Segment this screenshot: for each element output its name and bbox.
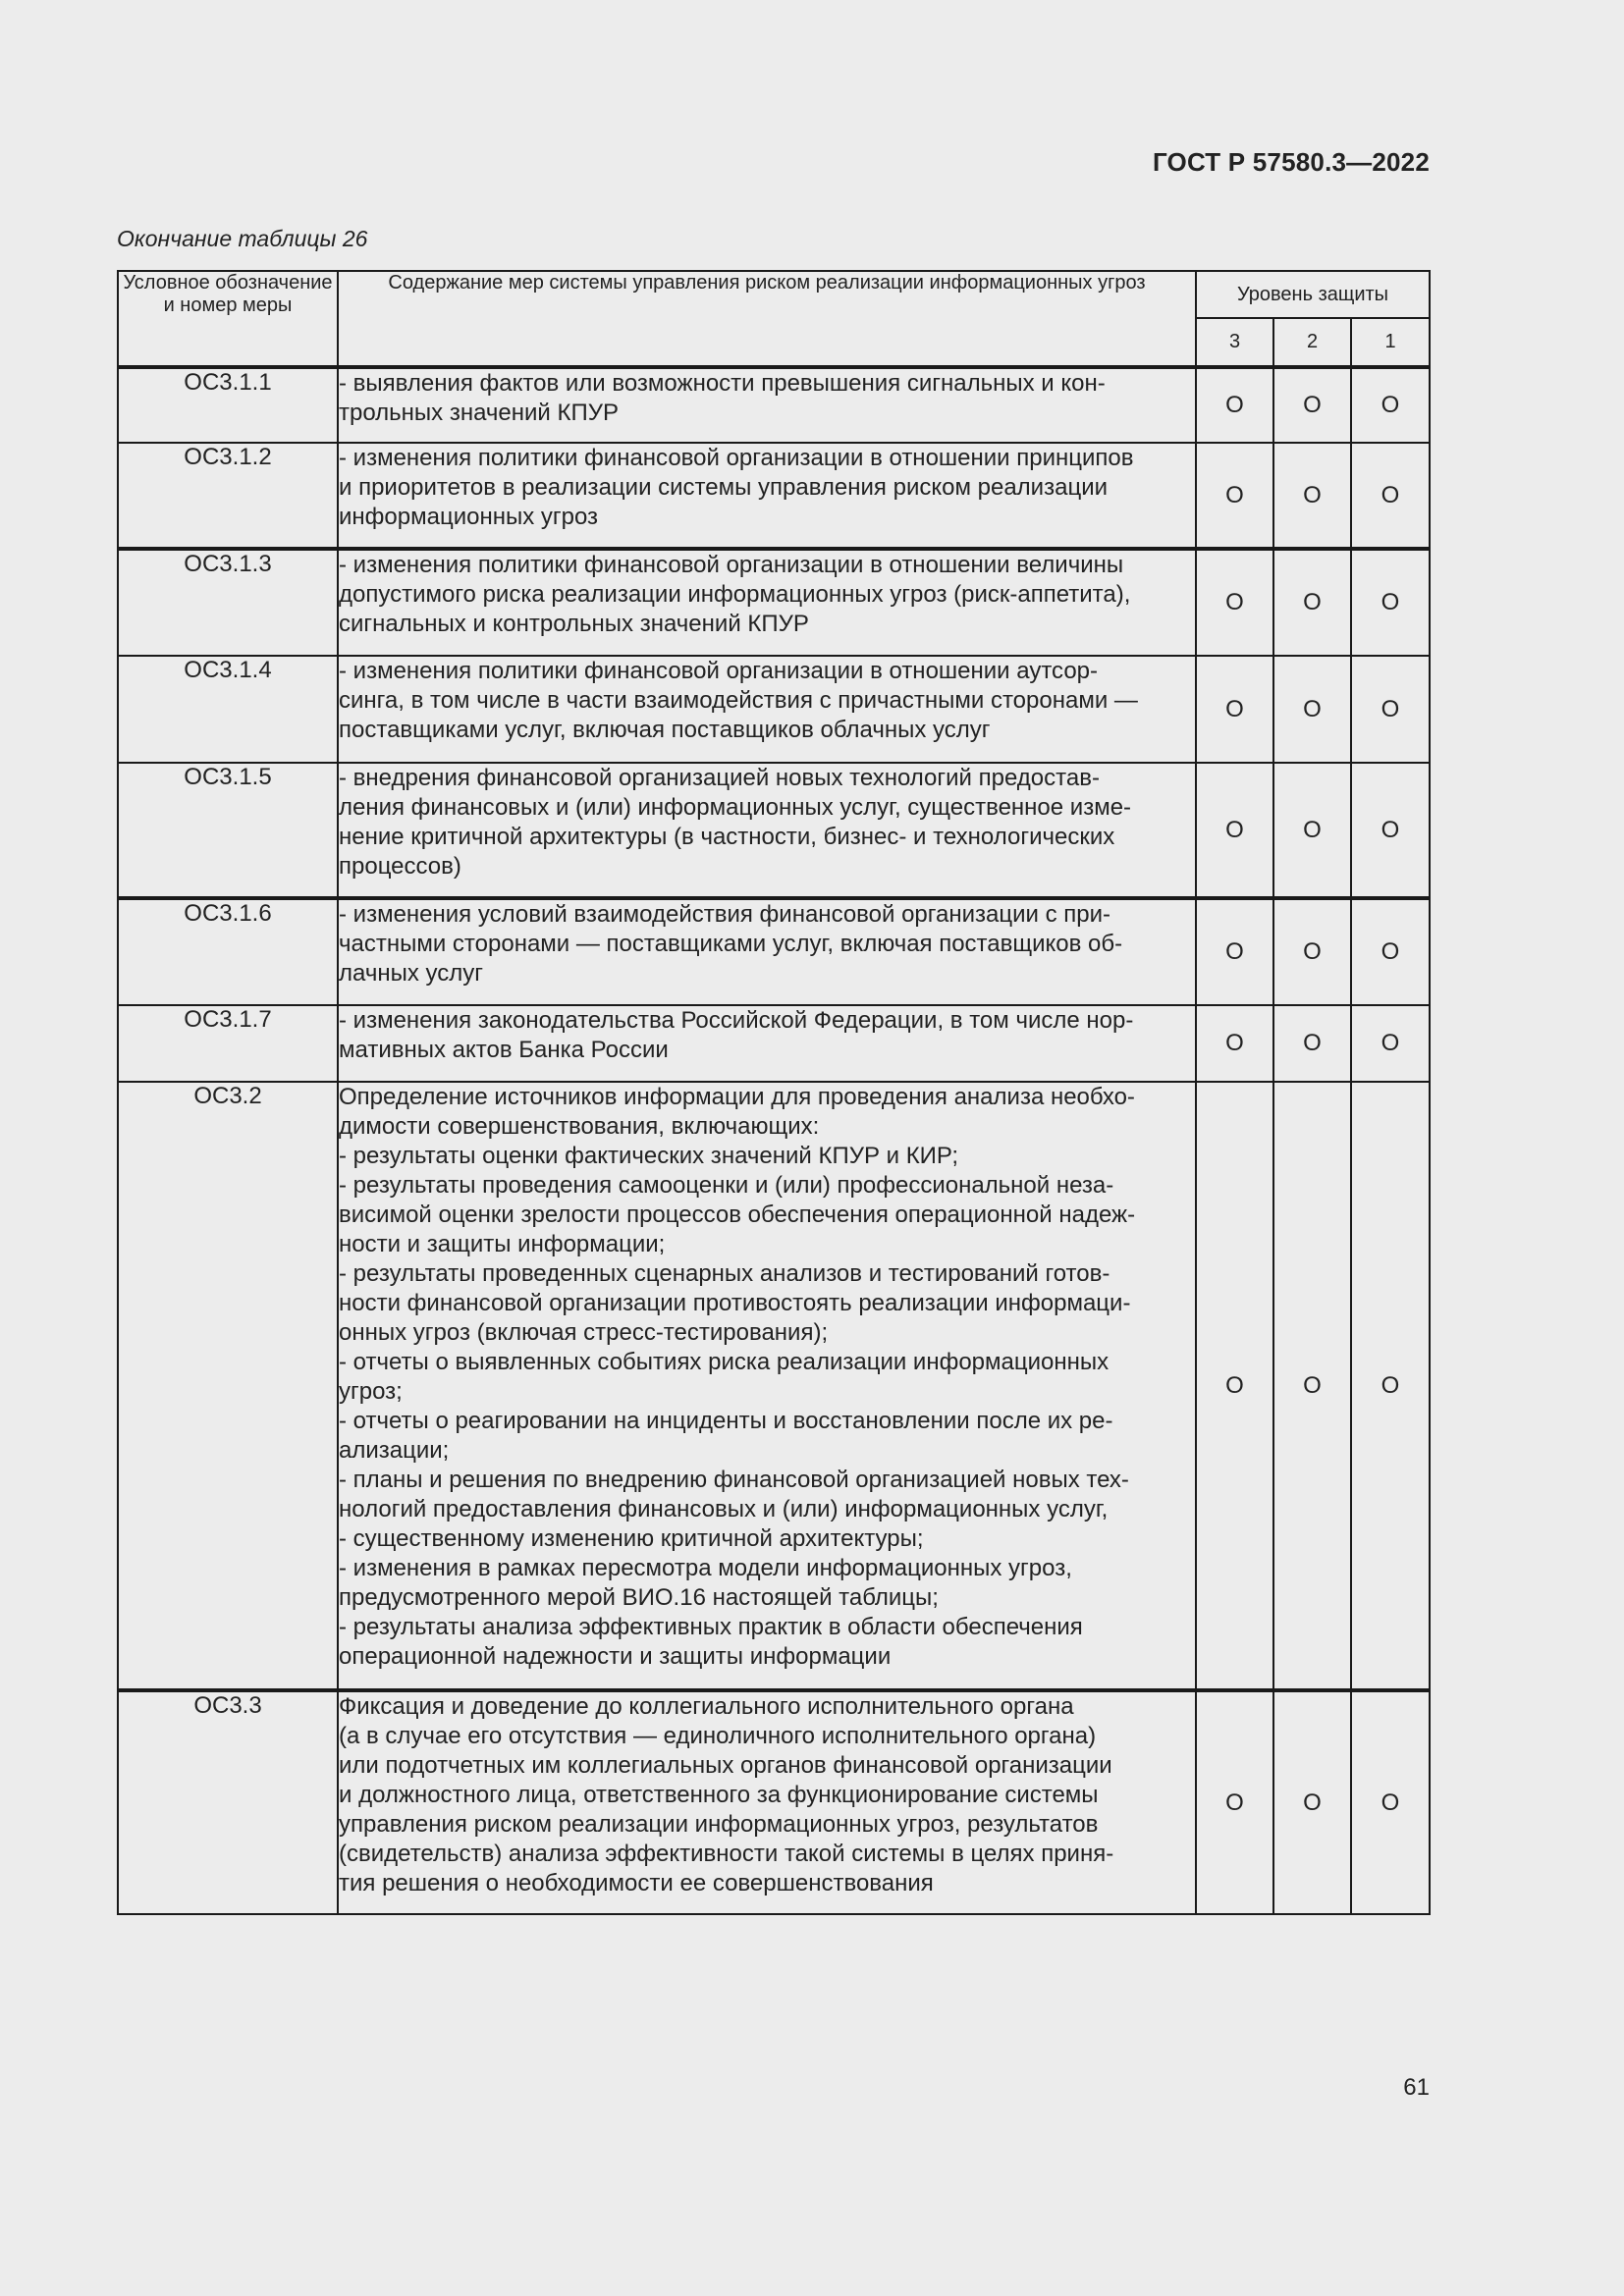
description-line: - планы и решения по внедрению финансовой организацией новых тех- [339, 1467, 1129, 1493]
level-3-mark: О [1196, 1082, 1273, 1690]
description-line: - изменения законодательства Российской Федерации, в том числе нор- [339, 1007, 1134, 1034]
description-line: поставщиками услуг, включая поставщиков облачных услуг [339, 717, 991, 743]
header-level-3: 3 [1196, 318, 1273, 367]
description-line: предусмотренного мерой ВИО.16 настоящей таблицы; [339, 1584, 939, 1611]
description-line: операционной надежности и защиты информации [339, 1643, 892, 1670]
description-line: - изменения политики финансовой организации в отношении принципов [339, 445, 1134, 471]
table-row [118, 763, 1430, 898]
description-line: ности и защиты информации; [339, 1231, 666, 1257]
description-line: и приоритетов в реализации системы управления риском реализации [339, 474, 1108, 501]
description-line: онных угроз (включая стресс-тестирования); [339, 1319, 829, 1346]
table-row [118, 367, 1430, 443]
description-line: - результаты проведения самооценки и (или) профессиональной неза- [339, 1172, 1114, 1199]
description-line: допустимого риска реализации информационных угроз (риск-аппетита), [339, 581, 1131, 608]
level-2-mark: О [1273, 1005, 1351, 1082]
description-line: и должностного лица, ответственного за функционирование системы [339, 1782, 1099, 1808]
level-1-mark: О [1351, 656, 1430, 763]
description-line: димости совершенствования, включающих: [339, 1113, 820, 1140]
description-line: лачных услуг [339, 960, 483, 987]
description-line: процессов) [339, 853, 461, 880]
level-2-mark: О [1273, 549, 1351, 656]
description-line: нологий предоставления финансовых и (или) информационных услуг, [339, 1496, 1109, 1522]
level-2-mark: О [1273, 443, 1351, 549]
measure-code: ОС3.1.5 [118, 763, 338, 898]
level-2-mark: О [1273, 656, 1351, 763]
measure-description [338, 763, 1196, 898]
level-3-mark: О [1196, 367, 1273, 443]
description-line: нение критичной архитектуры (в частности, бизнес- и технологических [339, 824, 1115, 850]
level-3-mark: О [1196, 763, 1273, 898]
header-level-2: 2 [1273, 318, 1351, 367]
measure-code: ОС3.1.6 [118, 898, 338, 1005]
measure-description [338, 898, 1196, 1005]
description-line: - результаты оценки фактических значений КПУР и КИР; [339, 1143, 959, 1169]
description-line: - внедрения финансовой организацией новых технологий предостав- [339, 765, 1100, 791]
table-row [118, 898, 1430, 1005]
description-line: висимой оценки зрелости процессов обеспечения операционной надеж- [339, 1201, 1136, 1228]
level-1-mark: О [1351, 367, 1430, 443]
level-1-mark: О [1351, 763, 1430, 898]
description-line: сигнальных и контрольных значений КПУР [339, 611, 809, 637]
measure-description [338, 1005, 1196, 1082]
page-number: 61 [1403, 2074, 1430, 2101]
measure-code: ОС3.1.3 [118, 549, 338, 656]
table-caption: Окончание таблицы 26 [117, 226, 368, 251]
level-3-mark: О [1196, 898, 1273, 1005]
level-3-mark: О [1196, 549, 1273, 656]
description-line: тия решения о необходимости ее совершенствования [339, 1870, 934, 1896]
description-line: ления финансовых и (или) информационных услуг, существенное изме- [339, 794, 1132, 821]
measure-description [338, 443, 1196, 549]
table-row [118, 1082, 1430, 1690]
measure-description [338, 367, 1196, 443]
description-line: управления риском реализации информационных угроз, результатов [339, 1811, 1099, 1838]
measure-code: ОС3.3 [118, 1690, 338, 1914]
header-protection-level: Уровень защиты [1196, 271, 1430, 318]
description-line: трольных значений КПУР [339, 400, 619, 426]
table-row [118, 1005, 1430, 1082]
description-line: ализации; [339, 1437, 450, 1464]
measure-description [338, 1082, 1196, 1690]
table-row [118, 443, 1430, 549]
level-3-mark: О [1196, 656, 1273, 763]
level-1-mark: О [1351, 898, 1430, 1005]
level-2-mark: О [1273, 763, 1351, 898]
level-1-mark: О [1351, 549, 1430, 656]
description-line: - изменения условий взаимодействия финансовой организации с при- [339, 901, 1110, 928]
header-code: Условное обозначение и номер меры [118, 271, 338, 367]
table-row [118, 656, 1430, 763]
level-2-mark: О [1273, 1082, 1351, 1690]
header-description: Содержание мер системы управления риском реализации информационных угроз [338, 271, 1196, 367]
measure-description [338, 549, 1196, 656]
measure-description [338, 656, 1196, 763]
measure-code: ОС3.1.2 [118, 443, 338, 549]
level-2-mark: О [1273, 367, 1351, 443]
description-line: - изменения политики финансовой организации в отношении аутсор- [339, 658, 1099, 684]
level-2-mark: О [1273, 898, 1351, 1005]
level-2-mark: О [1273, 1690, 1351, 1914]
document-code: ГОСТ Р 57580.3—2022 [1152, 147, 1430, 177]
level-1-mark: О [1351, 1005, 1430, 1082]
description-line: (свидетельств) анализа эффективности такой системы в целях приня- [339, 1841, 1114, 1867]
level-3-mark: О [1196, 1005, 1273, 1082]
description-line: мативных актов Банка России [339, 1037, 669, 1063]
description-line: - отчеты о реагировании на инциденты и восстановлении после их ре- [339, 1408, 1113, 1434]
header-level-1: 1 [1351, 318, 1430, 367]
table-row [118, 1690, 1430, 1914]
level-3-mark: О [1196, 443, 1273, 549]
description-line: Определение источников информации для проведения анализа необхо- [339, 1084, 1135, 1110]
description-line: - существенному изменению критичной архитектуры; [339, 1525, 924, 1552]
description-line: - изменения политики финансовой организации в отношении величины [339, 552, 1124, 578]
level-1-mark: О [1351, 1690, 1430, 1914]
description-line: - результаты анализа эффективных практик в области обеспечения [339, 1614, 1083, 1640]
description-line: информационных угроз [339, 504, 599, 530]
level-3-mark: О [1196, 1690, 1273, 1914]
description-line: Фиксация и доведение до коллегиального исполнительного органа [339, 1693, 1074, 1720]
measure-code: ОС3.1.7 [118, 1005, 338, 1082]
description-line: (а в случае его отсутствия — единоличного исполнительного органа) [339, 1723, 1097, 1749]
description-line: угроз; [339, 1378, 403, 1405]
description-line: или подотчетных им коллегиальных органов финансовой организации [339, 1752, 1112, 1779]
level-1-mark: О [1351, 443, 1430, 549]
description-line: - результаты проведенных сценарных анализов и тестирований готов- [339, 1260, 1110, 1287]
table-row [118, 549, 1430, 656]
description-line: частными сторонами — поставщиками услуг, включая поставщиков об- [339, 931, 1123, 957]
description-line: - выявления фактов или возможности превышения сигнальных и кон- [339, 370, 1106, 397]
measures-table [117, 270, 1431, 1915]
description-line: ности финансовой организации противостоять реализации информаци- [339, 1290, 1131, 1316]
measure-code: ОС3.1.4 [118, 656, 338, 763]
description-line: синга, в том числе в части взаимодействия с причастными сторонами — [339, 687, 1138, 714]
description-line: - отчеты о выявленных событиях риска реализации информационных [339, 1349, 1110, 1375]
measure-code: ОС3.2 [118, 1082, 338, 1690]
measure-description [338, 1690, 1196, 1914]
level-1-mark: О [1351, 1082, 1430, 1690]
description-line: - изменения в рамках пересмотра модели информационных угроз, [339, 1555, 1072, 1581]
measure-code: ОС3.1.1 [118, 367, 338, 443]
